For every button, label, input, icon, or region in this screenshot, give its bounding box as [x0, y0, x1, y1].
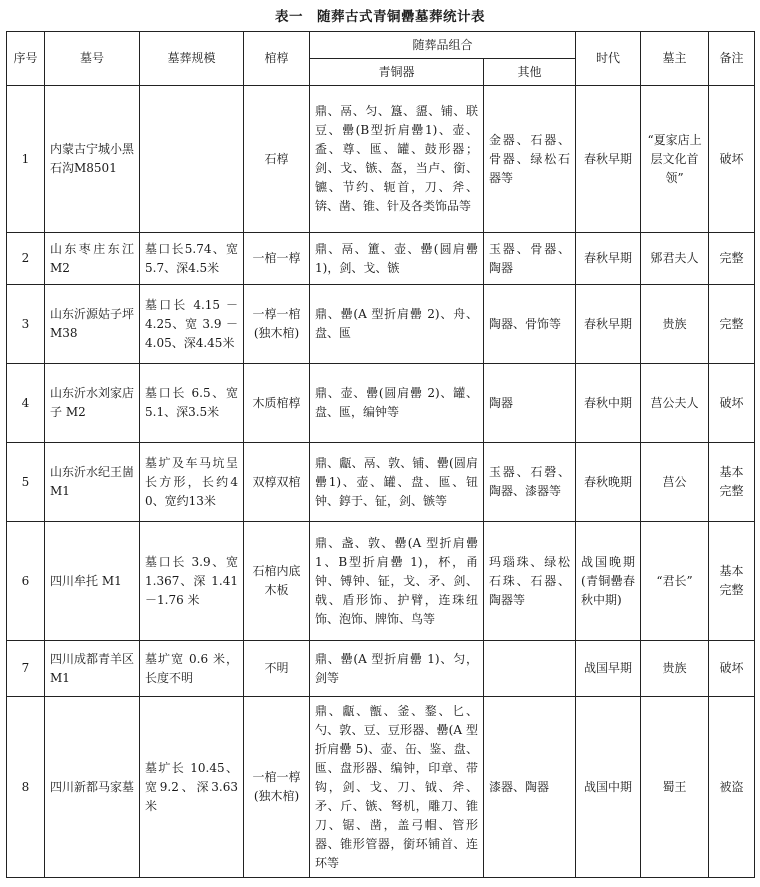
- cell-period: 春秋早期: [576, 86, 641, 233]
- cell-tomb: 山东沂源姑子坪 M38: [45, 285, 140, 364]
- cell-other: 陶器、骨饰等: [484, 285, 576, 364]
- cell-note: 基本完整: [709, 443, 755, 522]
- cell-tomb: 四川牟托 M1: [45, 522, 140, 641]
- cell-tomb: 内蒙古宁城小黑石沟M8501: [45, 86, 140, 233]
- cell-coffin: 木质棺椁: [244, 364, 310, 443]
- header-no: 序号: [7, 32, 45, 86]
- table-row: [7, 285, 755, 364]
- cell-scale: 墓圹及车马坑呈长方形，长约40、宽约13米: [140, 443, 244, 522]
- cell-scale: 墓口长 4.15 － 4.25、宽 3.9 － 4.05、深4.45米: [140, 285, 244, 364]
- cell-bronze: 鼎、鬲、匀、簋、盨、铺、联豆、罍(B型折肩罍1)、壶、盉、尊、匜、罐、鼓形器；剑、戈、镞、盔，当卢、銜、镳、节约、轭首，刀、斧、锛、凿、锥、针及各类饰品等: [310, 86, 484, 233]
- header-note: 备注: [709, 32, 755, 86]
- cell-bronze: 鼎、罍(A 型折肩罍 2)、舟、盘、匜: [310, 285, 484, 364]
- cell-scale: 墓口长 6.5、宽5.1、深3.5米: [140, 364, 244, 443]
- cell-other: 玛瑙珠、绿松石珠、石器、陶器等: [484, 522, 576, 641]
- cell-coffin: 一棺一椁: [244, 233, 310, 285]
- table-row: [7, 364, 755, 443]
- header-bronze: 青铜器: [310, 59, 484, 86]
- header-goods: 随葬品组合: [310, 32, 576, 59]
- cell-owner: “夏家店上层文化首领”: [641, 86, 709, 233]
- cell-note: 基本完整: [709, 522, 755, 641]
- cell-owner: 贵族: [641, 285, 709, 364]
- cell-bronze: 鼎、罍(A 型折肩罍 1)、匀，剑等: [310, 641, 484, 697]
- header-row-1: [7, 32, 755, 59]
- cell-tomb: 山东枣庄东江 M2: [45, 233, 140, 285]
- statistics-table: [6, 31, 755, 878]
- table-row: [7, 697, 755, 878]
- cell-scale: 墓口长 3.9、宽1.367、深 1.41 －1.76 米: [140, 522, 244, 641]
- cell-owner: 蜀王: [641, 697, 709, 878]
- cell-no: 5: [7, 443, 45, 522]
- table-title: 表一 随葬古式青铜罍墓葬统计表: [275, 9, 485, 25]
- header-period: 时代: [576, 32, 641, 86]
- cell-coffin: 一椁一棺(独木棺): [244, 285, 310, 364]
- cell-coffin: 不明: [244, 641, 310, 697]
- cell-other: 玉器、骨器、陶器: [484, 233, 576, 285]
- header-other: 其他: [484, 59, 576, 86]
- cell-period: 春秋早期: [576, 233, 641, 285]
- cell-coffin: 石椁: [244, 86, 310, 233]
- table-row: [7, 522, 755, 641]
- cell-no: 6: [7, 522, 45, 641]
- header-owner: 墓主: [641, 32, 709, 86]
- cell-tomb: 四川新都马家墓: [45, 697, 140, 878]
- cell-coffin: 石棺内底木板: [244, 522, 310, 641]
- cell-coffin: 双椁双棺: [244, 443, 310, 522]
- cell-owner: 莒公夫人: [641, 364, 709, 443]
- cell-bronze: 鼎、鬲、簠、壶、罍(圆肩罍1)，剑、戈、镞: [310, 233, 484, 285]
- cell-no: 4: [7, 364, 45, 443]
- table-row: [7, 233, 755, 285]
- cell-other: 金器、石器、骨器、绿松石器等: [484, 86, 576, 233]
- cell-other: 陶器: [484, 364, 576, 443]
- cell-other: [484, 641, 576, 697]
- cell-no: 1: [7, 86, 45, 233]
- table-row: [7, 86, 755, 233]
- cell-bronze: 鼎、壶、罍(圆肩罍 2)、罐、盘、匜，编钟等: [310, 364, 484, 443]
- cell-period: 春秋早期: [576, 285, 641, 364]
- cell-bronze: 鼎、甗、甑、釜、鍪、匕、勺、敦、豆、豆形器、罍(A 型折肩罍 5)、壶、缶、鉴、盘、匜、盘形器、编钟，印章、带钩，剑、戈、刀、钺、斧、矛、斤、镞、弩机，雕刀、锥刀、锯、凿，盖弓帽、管形器、锥形管器，銜环铺首、连环等: [310, 697, 484, 878]
- cell-note: 破坏: [709, 641, 755, 697]
- cell-period: 春秋晚期: [576, 443, 641, 522]
- cell-note: 破坏: [709, 364, 755, 443]
- cell-note: 完整: [709, 285, 755, 364]
- cell-note: 被盗: [709, 697, 755, 878]
- cell-bronze: 鼎、甗、鬲、敦、铺、罍(圆肩罍1)、壶、罐、盘、匜、钮钟、錞于、钲，剑、镞等: [310, 443, 484, 522]
- header-coffin: 棺椁: [244, 32, 310, 86]
- table-row: [7, 641, 755, 697]
- cell-scale: 墓口长5.74、宽5.7、深4.5米: [140, 233, 244, 285]
- cell-other: 玉器、石磬、陶器、漆器等: [484, 443, 576, 522]
- cell-no: 2: [7, 233, 45, 285]
- cell-coffin: 一棺一椁(独木棺): [244, 697, 310, 878]
- cell-period: 战国中期: [576, 697, 641, 878]
- cell-period: 战国早期: [576, 641, 641, 697]
- cell-bronze: 鼎、盏、敦、罍(A 型折肩罍1、B型折肩罍 1)，杯，甬钟、镈钟、钲，戈、矛、剑、戟、盾形饰、护臂，连珠纽饰、泡饰、牌饰、鸟等: [310, 522, 484, 641]
- cell-scale: 墓圹长 10.45、宽9.2、深3.63米: [140, 697, 244, 878]
- cell-owner: 莒公: [641, 443, 709, 522]
- cell-tomb: 山东沂水刘家店子 M2: [45, 364, 140, 443]
- cell-scale: [140, 86, 244, 233]
- cell-no: 8: [7, 697, 45, 878]
- cell-owner: 贵族: [641, 641, 709, 697]
- cell-scale: 墓圹宽 0.6 米，长度不明: [140, 641, 244, 697]
- cell-no: 3: [7, 285, 45, 364]
- cell-tomb: 四川成都青羊区 M1: [45, 641, 140, 697]
- header-scale: 墓葬规模: [140, 32, 244, 86]
- cell-note: 完整: [709, 233, 755, 285]
- cell-tomb: 山东沂水纪王崮 M1: [45, 443, 140, 522]
- header-tomb: 墓号: [45, 32, 140, 86]
- cell-period: 春秋中期: [576, 364, 641, 443]
- cell-other: 漆器、陶器: [484, 697, 576, 878]
- cell-owner: 郳君夫人: [641, 233, 709, 285]
- table-row: [7, 443, 755, 522]
- cell-no: 7: [7, 641, 45, 697]
- cell-period: 战国晚期(青铜罍春秋中期): [576, 522, 641, 641]
- cell-owner: “君长”: [641, 522, 709, 641]
- cell-note: 破坏: [709, 86, 755, 233]
